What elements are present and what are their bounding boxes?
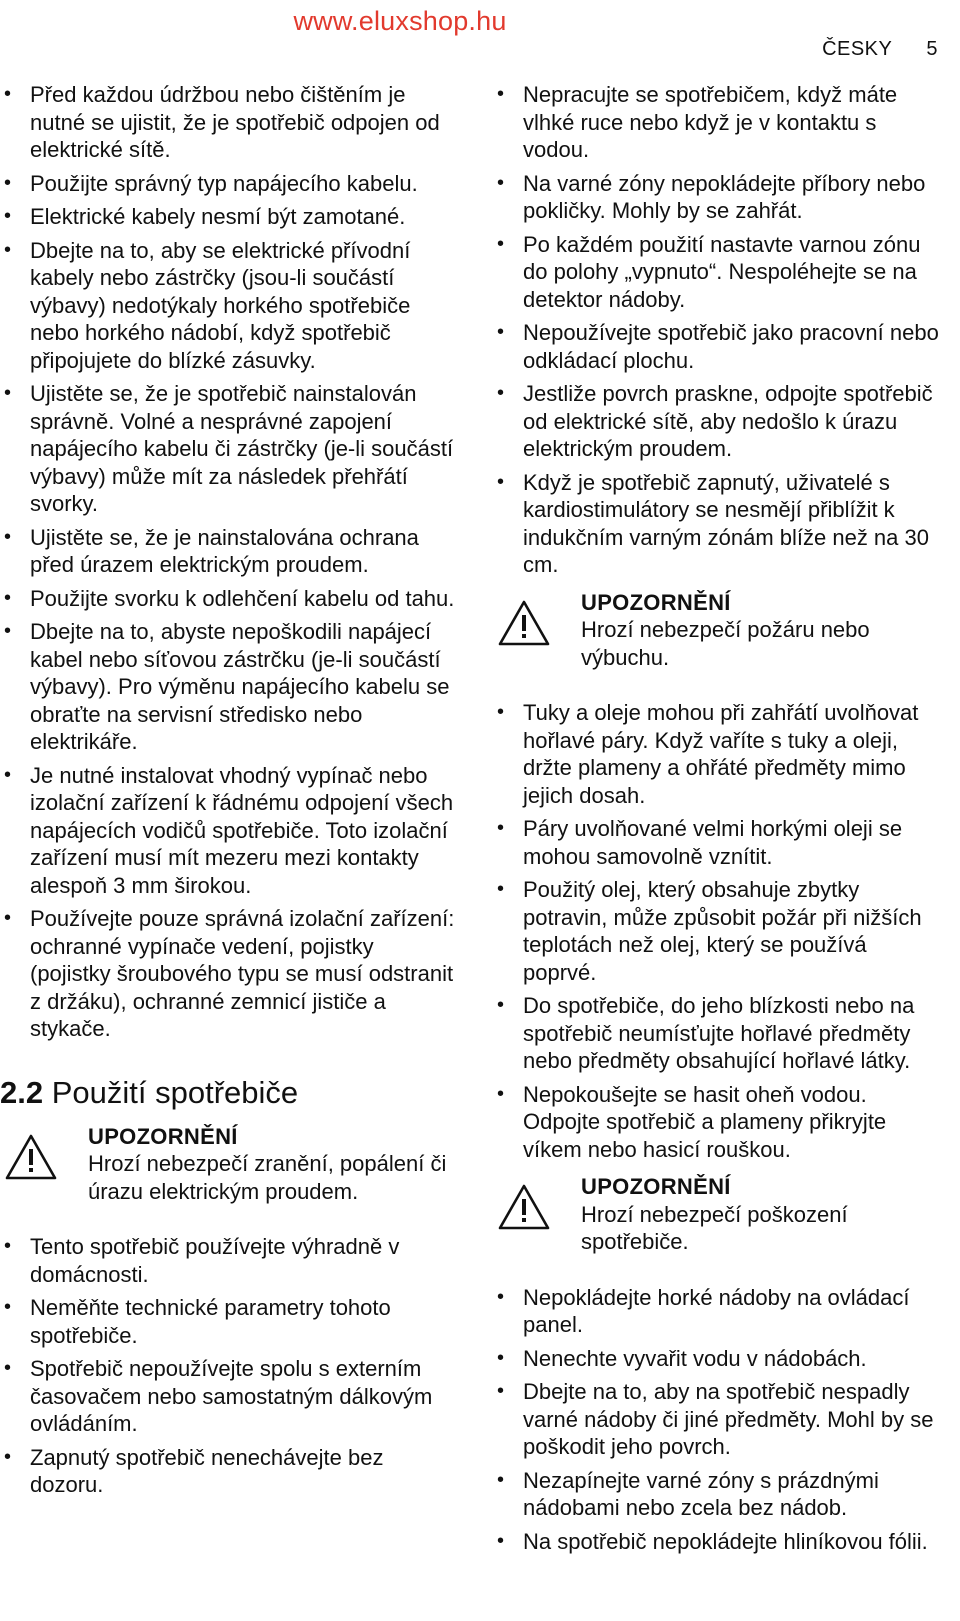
list-item: • Použijte správný typ napájecího kabelu. [4, 170, 459, 198]
warning-triangle-icon [4, 1133, 58, 1181]
warning-box-fire [497, 589, 942, 672]
list-item: • Spotřebič nepoužívejte spolu s externím časovačem nebo samostatným dálkovým ovládáním. [4, 1355, 459, 1438]
fire-safety-list [497, 699, 942, 1163]
list-item: • Do spotřebiče, do jeho blízkosti nebo na spotřebič neumísťujte hořlavé předměty nebo předměty obsahující hořlavé látky. [497, 992, 942, 1075]
warning-text: Hrozí nebezpečí požáru nebo výbuchu. [581, 617, 870, 670]
list-item: • Po každém použití nastavte varnou zónu do polohy „vypnuto“. Nespoléhejte se na detektor nádoby. [497, 231, 942, 314]
right-column [497, 81, 942, 1561]
warning-title: UPOZORNĚNÍ [581, 1174, 731, 1199]
warning-triangle-icon [497, 599, 551, 647]
list-item: • Použijte svorku k odlehčení kabelu od tahu. [4, 585, 459, 613]
list-item: • Dbejte na to, aby na spotřebič nespadly varné nádoby či jiné předměty. Mohl by se poškodit jeho povrch. [497, 1378, 942, 1461]
list-item: • Elektrické kabely nesmí být zamotané. [4, 203, 459, 231]
list-item: • Ujistěte se, že je nainstalována ochrana před úrazem elektrickým proudem. [4, 524, 459, 579]
warning-triangle-icon [497, 1183, 551, 1231]
list-item: • Nepracujte se spotřebičem, když máte vlhké ruce nebo když je v kontaktu s vodou. [497, 81, 942, 164]
list-item: • Jestliže povrch praskne, odpojte spotřebič od elektrické sítě, aby nedošlo k úrazu elektrickým proudem. [497, 380, 942, 463]
list-item: • Dbejte na to, abyste nepoškodili napájecí kabel nebo síťovou zástrčku (je-li součástí výbavy). Pro výměnu napájecího kabelu se obraťte na servisní středisko nebo elektrikáře. [4, 618, 459, 756]
list-item: • Nepoužívejte spotřebič jako pracovní nebo odkládací plochu. [497, 319, 942, 374]
language-label: ČESKY [822, 38, 893, 60]
warning-title: UPOZORNĚNÍ [581, 589, 731, 615]
safety-list-1 [4, 81, 459, 1043]
list-item: • Nezapínejte varné zóny s prázdnými nádobami nebo zcela bez nádob. [497, 1467, 942, 1522]
list-item: • Nenechte vyvařit vodu v nádobách. [497, 1345, 942, 1373]
list-item: • Tuky a oleje mohou při zahřátí uvolňovat hořlavé páry. Když vaříte s tuky a oleji, držte plameny a ohřáté předměty mimo jejich dosah. [497, 699, 942, 809]
list-item: • Tento spotřebič používejte výhradně v domácnosti. [4, 1233, 459, 1288]
left-column [0, 81, 459, 1505]
page-header [822, 38, 938, 61]
list-item: • Je nutné instalovat vhodný vypínač nebo izolační zařízení k řádnému odpojení všech napájecích vodičů spotřebiče. Toto izolační zařízení musí mít mezeru mezi kontakty alespoň 3 mm širokou. [4, 762, 459, 900]
site-url[interactable]: www.eluxshop.hu [293, 6, 507, 36]
list-item: • Nepokoušejte se hasit oheň vodou. Odpojte spotřebič a plameny přikryjte víkem nebo hasicí rouškou. [497, 1081, 942, 1164]
usage-list-continued [497, 81, 942, 579]
list-item: • Použitý olej, který obsahuje zbytky potravin, může způsobit požár při nižších teplotách než olej, který se používá poprvé. [497, 876, 942, 986]
warning-box [4, 1123, 459, 1206]
warning-box-damage [497, 1173, 942, 1256]
list-item: • Páry uvolňované velmi horkými oleji se mohou samovolně vznítit. [497, 815, 942, 870]
usage-list [4, 1233, 459, 1499]
warning-text: Hrozí nebezpečí zranění, popálení či úrazu elektrickým proudem. [88, 1151, 447, 1204]
section-heading [0, 1075, 459, 1111]
list-item: • Na spotřebič nepokládejte hliníkovou fólii. [497, 1528, 942, 1556]
list-item: • Zapnutý spotřebič nenechávejte bez dozoru. [4, 1444, 459, 1499]
list-item: • Používejte pouze správná izolační zařízení: ochranné vypínače vedení, pojistky (pojistky šroubového typu se musí odstranit z držáku), ochranné zemnicí jističe a stykače. [4, 905, 459, 1043]
damage-prevention-list [497, 1284, 942, 1556]
section-number: 2.2 [0, 1074, 44, 1110]
section-title: Použití spotřebiče [51, 1074, 299, 1110]
list-item: • Když je spotřebič zapnutý, uživatelé s kardiostimulátory se nesmějí přiblížit k indukčním varným zónám blíže než na 30 cm. [497, 469, 942, 579]
page-number: 5 [926, 38, 938, 60]
list-item: • Nepokládejte horké nádoby na ovládací panel. [497, 1284, 942, 1339]
warning-text: Hrozí nebezpečí poškození spotřebiče. [581, 1201, 848, 1254]
warning-title: UPOZORNĚNÍ [88, 1123, 238, 1149]
list-item: • Dbejte na to, aby se elektrické přívodní kabely nebo zástrčky (jsou-li součástí výbavy) nedotýkaly horkého spotřebiče nebo horkého nádobí, když spotřebič připojujete do blízké zásuvky. [4, 237, 459, 375]
list-item: • Neměňte technické parametry tohoto spotřebiče. [4, 1294, 459, 1349]
list-item: • Před každou údržbou nebo čištěním je nutné se ujistit, že je spotřebič odpojen od elektrické sítě. [4, 81, 459, 164]
list-item: • Na varné zóny nepokládejte příbory nebo pokličky. Mohly by se zahřát. [497, 170, 942, 225]
list-item: • Ujistěte se, že je spotřebič nainstalován správně. Volné a nesprávné zapojení napájecího kabelu či zástrčky (je-li součástí výbavy) může mít za následek přehřátí svorky. [4, 380, 459, 518]
